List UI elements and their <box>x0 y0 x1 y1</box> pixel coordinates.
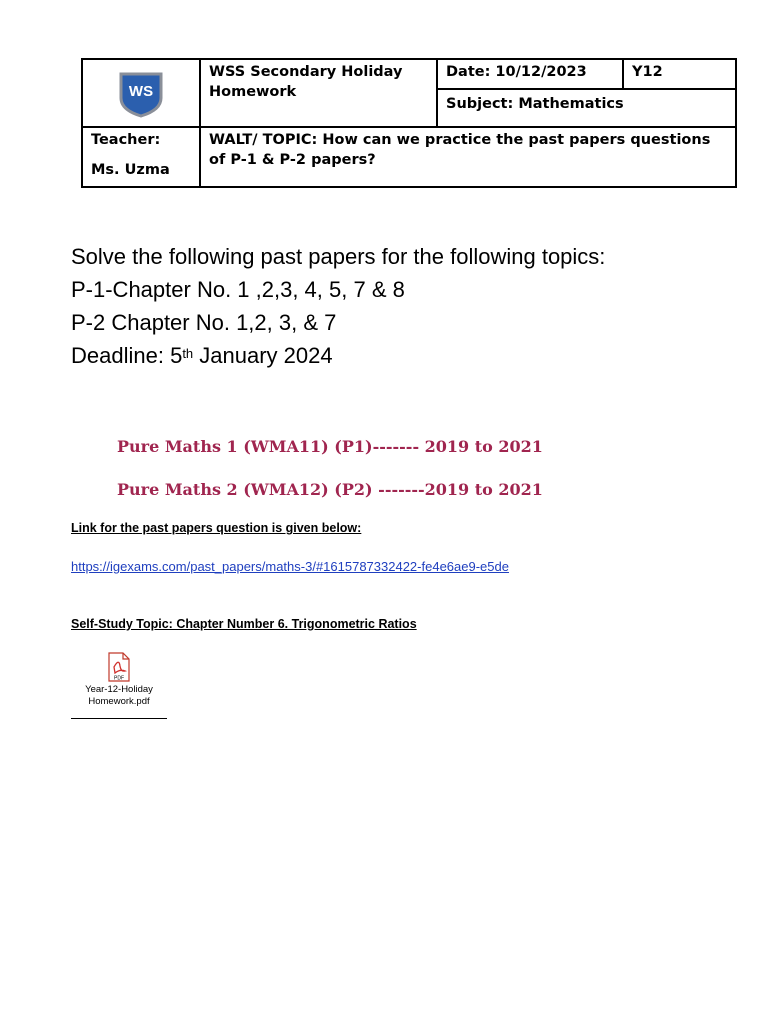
header-title: WSS Secondary Holiday Homework <box>200 59 437 127</box>
instruction-line-3: P-2 Chapter No. 1,2, 3, & 7 <box>71 310 337 335</box>
instructions <box>71 240 605 372</box>
teacher-cell <box>82 127 200 187</box>
pure-maths-2-paper: Pure Maths 2 (WMA12) (P2) -------2019 to 2021 <box>117 480 543 499</box>
attachment-name-line-1: Year-12-Holiday <box>85 684 153 695</box>
pdf-file-icon <box>108 652 130 682</box>
walt-topic: WALT/ TOPIC: How can we practice the past papers questions of P-1 & P-2 papers? <box>200 127 736 187</box>
deadline-ordinal: th <box>182 346 194 361</box>
teacher-label: Teacher: <box>91 132 161 148</box>
attachment-name-line-2: Homework.pdf <box>88 696 150 707</box>
header-date: Date: 10/12/2023 <box>437 59 623 89</box>
instruction-line-2: P-1-Chapter No. 1 ,2,3, 4, 5, 7 & 8 <box>71 277 405 302</box>
pdf-attachment[interactable] <box>71 652 167 719</box>
header-subject: Subject: Mathematics <box>437 89 736 127</box>
header-table <box>81 58 737 188</box>
logo-cell <box>82 59 200 127</box>
instruction-line-1: Solve the following past papers for the following topics: <box>71 244 606 269</box>
teacher-name: Ms. Uzma <box>91 162 170 178</box>
header-year: Y12 <box>623 59 736 89</box>
link-heading: Link for the past papers question is given below: <box>71 521 362 535</box>
past-papers-link[interactable]: https://igexams.com/past_papers/maths-3/#1615787332422-fe4e6ae9-e5de <box>71 559 509 574</box>
deadline <box>71 339 605 372</box>
attachment-name <box>71 684 167 708</box>
svg-text:PDF: PDF <box>114 675 124 682</box>
pure-maths-1-paper: Pure Maths 1 (WMA11) (P1)------- 2019 to 2021 <box>117 437 543 456</box>
deadline-suffix: January 2024 <box>193 343 333 368</box>
self-study-topic: Self-Study Topic: Chapter Number 6. Trigonometric Ratios <box>71 617 417 631</box>
svg-text:WS: WS <box>128 83 154 100</box>
school-logo-icon <box>119 72 163 118</box>
deadline-prefix: Deadline: 5 <box>71 343 183 368</box>
